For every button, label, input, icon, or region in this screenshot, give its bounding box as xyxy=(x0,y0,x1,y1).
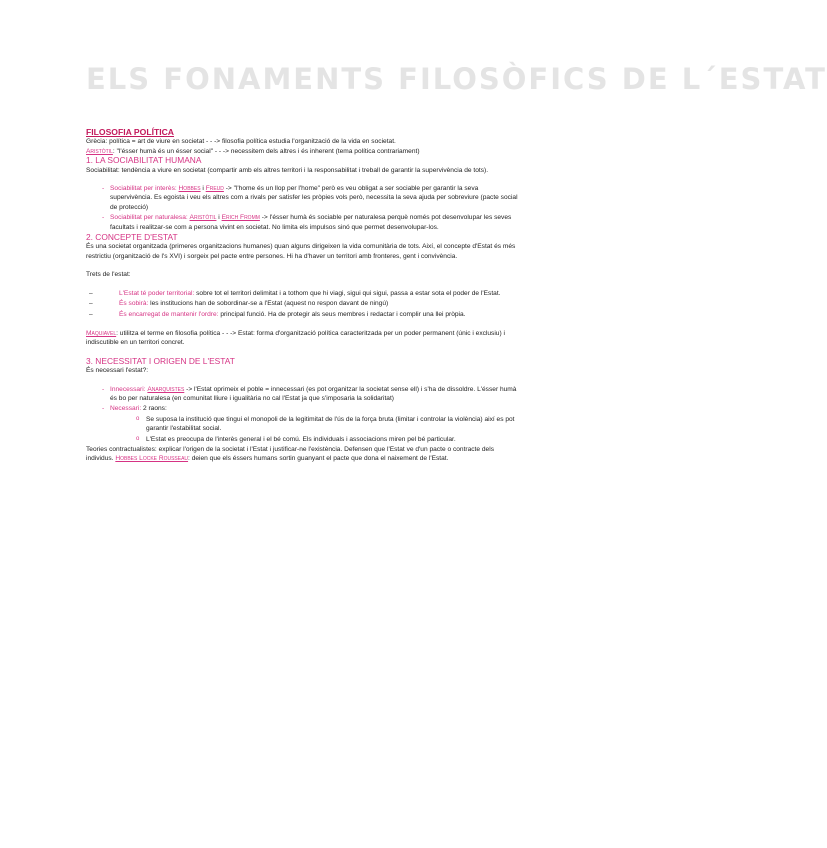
list-item xyxy=(86,385,518,404)
label: Sociabilitat per interès: xyxy=(110,185,179,193)
list-item xyxy=(86,289,518,298)
text: : utilitza el terme en filosofia política - - -> Estat: forma d'organització política caracteritzada per un poder permanent (únic i exclusiu) i indiscutible en un territori concret. xyxy=(86,329,505,347)
label: Necessari: xyxy=(110,405,142,413)
label: Innecessari: xyxy=(110,385,148,393)
list-necessitat xyxy=(86,385,518,414)
author-aristotil: Aristòtil xyxy=(86,147,113,155)
paragraph-concepte: És una societat organitzada (primeres organitzacions humanes) quan alguns dirigeixen la vida comunitària de tots. Així, el concepte d'Estat és més restrictiu (organització de l's XVI) i sorgeix pel pacte entre persones. Hi ha d'haver un territori amb fronteres, gent i convivència. xyxy=(86,243,516,260)
text: Teories contractualistes: explicar l'origen de la societat i l'Estat i justificar-ne l'existència. Defensen que l'Estat ve d'un pacte o contracte dels individus. xyxy=(86,445,494,463)
author-hobbes: Hobbes xyxy=(178,185,201,193)
paragraph-maquiavel xyxy=(86,329,518,348)
heading-concepte: 2. CONCEPTE D'ESTAT xyxy=(86,232,178,243)
author-anarquistes: Anarquistes xyxy=(147,385,185,393)
text: Grècia: política = art de viure en societat - - -> filosofia política estudia l'organització de la vida en societat. xyxy=(86,138,396,146)
text: -> "l'home és un llop per l'home" però es veu obligat a ser sociable per garantir la seva supervivència. Es egoista i veu els altres com a rivals per satisfer les pròpies vols però, necessita la seva ajuda per sobreviure (pacte social de protecció) xyxy=(110,185,518,211)
list-item xyxy=(86,299,518,308)
text: les institucions han de sobordinar-se a l'Estat (aquest no respon davant de ningú) xyxy=(148,300,389,308)
list-item: o L'Estat es preocupa de l'interès general i el bé comú. Els individuals i associacions miren pel bé particular. xyxy=(86,435,518,444)
author-contractualistes: Hobbes Locke Rousseau xyxy=(115,455,189,463)
text: sobre tot el territori delimitat i a tothom que hi viagi, sigui qui sigui, passa a estar sota el poder de l'Estat. xyxy=(194,289,501,297)
list-item xyxy=(86,404,518,413)
text: -> l'Estat oprimeix el poble = innecessari (es pot organitzar la societat sense ell) i s'ha de dissoldre. L'ésser humà és bo per naturalesa (en comunitat lliure i igualitària no cal l'Estat ja que s'imposaria la solidaritat) xyxy=(110,385,517,402)
author-maquiavel: Maquiavel xyxy=(86,329,117,337)
document-body xyxy=(86,128,518,464)
paragraph-question: És necessari l'estat?: xyxy=(86,367,149,375)
author-fromm: Erich Fromm xyxy=(221,214,260,222)
heading-sociabilitat: 1. LA SOCIABILITAT HUMANA xyxy=(86,155,202,166)
paragraph-trets: Trets de l'estat: xyxy=(86,271,131,279)
list-trets xyxy=(86,289,518,319)
label: És sobirà: xyxy=(119,300,149,308)
sep: i xyxy=(200,185,206,193)
label: L'Estat té poder territorial: xyxy=(119,289,195,297)
label: Sociabilitat per naturalesa: xyxy=(110,214,190,222)
text: : "l'ésser humà és un ésser social" - - -> necessitem dels altres i és inherent (tema política contrariament) xyxy=(112,147,420,155)
heading-necessitat: 3. NECESSITAT I ORIGEN DE L'ESTAT xyxy=(86,355,235,366)
sep: i xyxy=(216,214,222,222)
author-freud: Freud xyxy=(205,185,224,193)
list-item: o Se suposa la institució que tingui el monopoli de la legitimitat de l'ús de la força bruta (limitar i controlar la violència) així es pot garantir l'estabilitat social. xyxy=(86,415,518,434)
list-sociabilitat xyxy=(86,184,518,232)
author-aristotil: Aristòtil xyxy=(189,214,217,222)
paragraph-contractualistes xyxy=(86,445,518,464)
paragraph-grecia xyxy=(86,137,518,146)
text: 2 raons: xyxy=(141,405,167,413)
text: principal funció. Ha de protegir als seus membres i redactar i complir una llei pròpia. xyxy=(218,310,466,318)
text: -> l'ésser humà és sociable per naturalesa perquè només pot desenvolupar les seves facultats i realitzar-se com a persona vivint en societat. No limita els impulsos sinó que permet desenvolupar-los. xyxy=(110,214,512,231)
document-title: ELS FONAMENTS FILOSÒFICS DE L´ESTAT xyxy=(86,62,827,96)
list-item xyxy=(86,184,518,212)
paragraph-sociabilitat: Sociabilitat: tendència a viure en societat (compartir amb els altres territori i la responsabilitat i treball de garantir la supervivència de tots). xyxy=(86,166,489,174)
list-item xyxy=(86,310,518,319)
label: És encarregat de mantenir l'ordre: xyxy=(119,310,219,318)
text: : deien que els éssers humans sortin guanyant el pacte que dona el naixement de l'Estat. xyxy=(188,455,449,463)
list-raons xyxy=(86,415,518,444)
list-item xyxy=(86,213,518,232)
section-label-filosofia: FILOSOFIA POLÍTICA xyxy=(86,127,175,137)
